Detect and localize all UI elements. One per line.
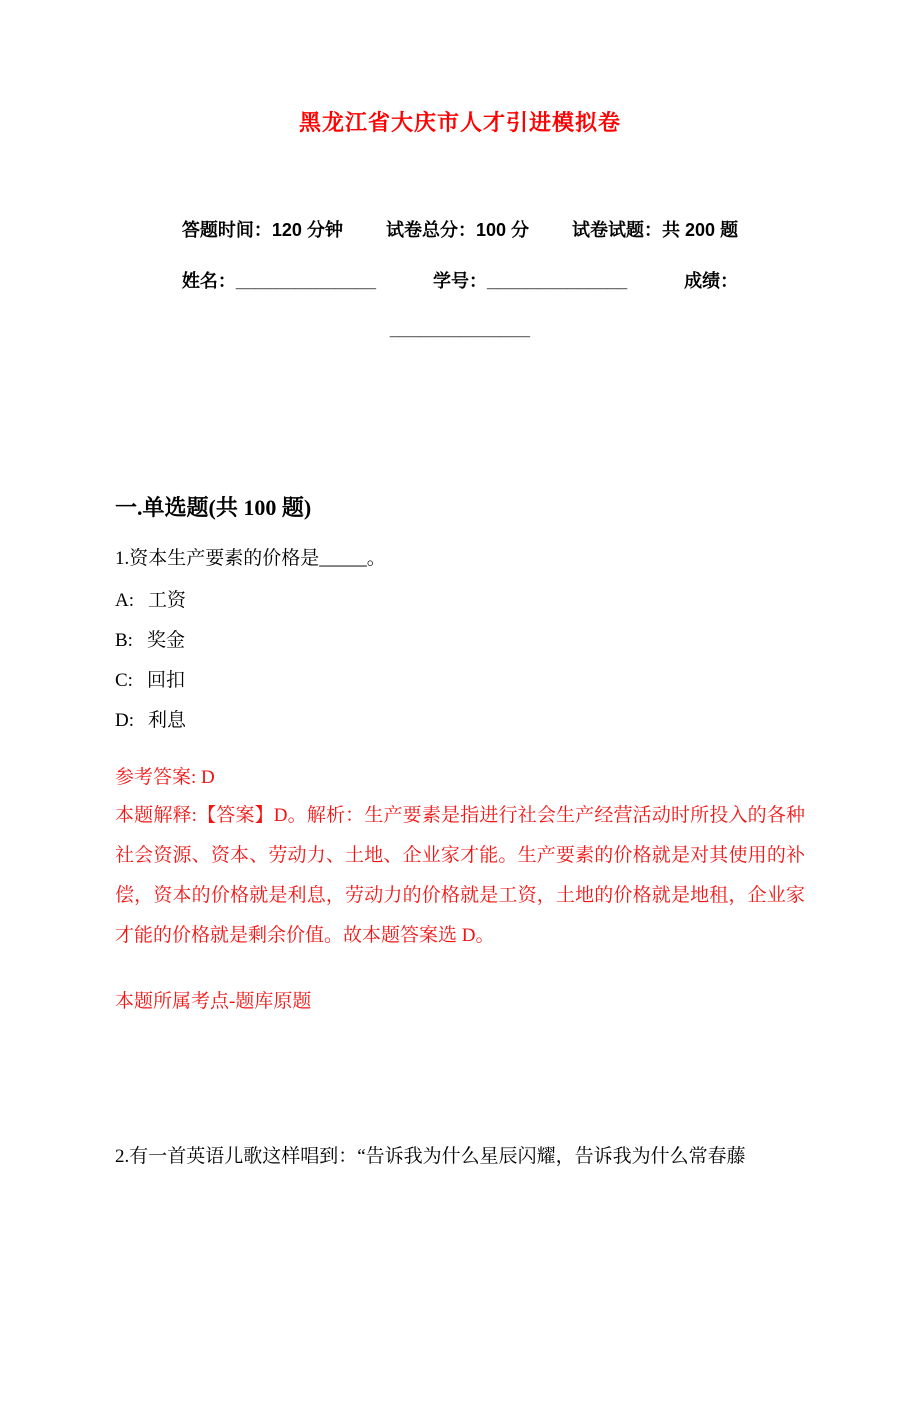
score-blank: ______________: [389, 319, 531, 339]
meta-duration: 答题时间：120 分钟: [181, 220, 343, 240]
name-field: [182, 271, 376, 291]
score-field: [684, 271, 738, 291]
meta-total-score: 试卷总分：100 分: [385, 220, 530, 240]
option-d-label: D:: [115, 710, 134, 731]
option-c: [115, 670, 805, 692]
reference-answer: 参考答案: D: [115, 767, 215, 788]
question-1-stem: 1.资本生产要素的价格是_____。: [115, 548, 386, 569]
option-b: [115, 630, 805, 652]
option-d: [115, 710, 805, 732]
exam-point-source: 本题所属考点-题库原题: [115, 991, 312, 1012]
student-id-blank: ______________: [487, 271, 628, 291]
name-label: 姓名：: [181, 271, 236, 291]
option-a-text: 工资: [148, 590, 187, 611]
question-1-options: [115, 590, 805, 732]
student-info-line: [115, 268, 805, 294]
option-b-label: B:: [115, 630, 133, 651]
meta-question-count: 试卷试题：共 200 题: [572, 220, 739, 240]
answer-explanation: 本题解释:【答案】D。解析：生产要素是指进行社会生产经营活动时所投入的各种社会资源、资本、劳动力、土地、企业家才能。生产要素的价格就是对其使用的补偿，资本的价格就是利息，劳动力的价格就是工资，土地的价格就是地租，企业家才能的价格就是剩余价值。故本题答案选 D。: [115, 805, 805, 946]
score-label: 成绩：: [684, 271, 739, 291]
option-c-label: C:: [115, 670, 133, 691]
exam-title: 黑龙江省大庆市人才引进模拟卷: [298, 110, 621, 135]
option-d-text: 利息: [148, 710, 187, 731]
student-id-field: [433, 271, 627, 291]
exam-document: [0, 108, 920, 1172]
student-id-label: 学号：: [433, 271, 487, 291]
option-a: [115, 590, 805, 612]
exam-meta: [115, 218, 805, 242]
score-blank-line: [115, 316, 805, 342]
option-b-text: 奖金: [146, 630, 185, 651]
question-2-stem: 2.有一首英语儿歌这样唱到：“告诉我为什么星辰闪耀，告诉我为什么常春藤: [115, 1146, 746, 1167]
option-a-label: A:: [115, 590, 134, 611]
section-heading: 一.单选题(共 100 题): [115, 495, 312, 520]
option-c-text: 回扣: [146, 670, 185, 691]
name-blank: ______________: [235, 271, 376, 291]
